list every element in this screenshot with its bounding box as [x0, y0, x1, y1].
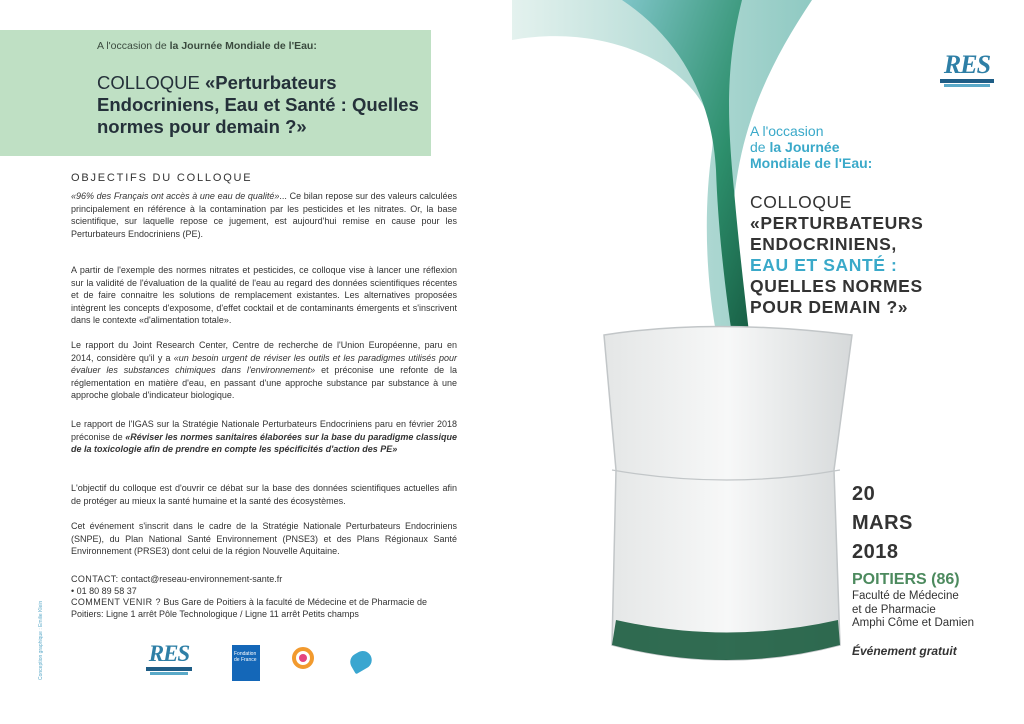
paragraph-3: Le rapport du Joint Research Center, Centre de recherche de l'Union Européenne, paru en 2014, considère qu'il y a «un besoin urgent de réviser les outils et les paradigmes utilisés pour évaluer les substances chimiques dans l'environnement» et préconise une refonte de la réglementation en matière d'eau, en passant d'une approche substance par substance à une approche globale d'indicateur biologique. — [71, 340, 457, 400]
design-credit: Conception graphique : Emilie Klein — [38, 600, 44, 680]
paragraph-2: A partir de l'exemple des normes nitrates et pesticides, ce colloque vise à lancer une réflexion sur la validité de l'évaluation de la qualité de l'eau au regard des données scientifiques récentes et de faire connaitre les solutions de remplacement existantes. Les alternatives proposées intègrent les concepts d'exposome, d'effet cocktail et de contaminants émergents et s'inscrivent dans le contexte «d'alimentation totale». — [71, 265, 457, 325]
how-label: COMMENT VENIR ? — [71, 597, 161, 607]
colloque-title-right: COLLOQUE «PERTURBATEURS ENDOCRINIENS, EAU ET SANTÉ : QUELLES NORMES POUR DEMAIN ?» — [750, 192, 924, 317]
paragraph-6: Cet événement s'inscrit dans le cadre de la Stratégie Nationale Perturbateurs Endocriniens (SNPE), du Plan National Santé Environnement (PNSE3) et des Plans Régionaux Santé Environnement (PRSE3) dont celui de la région Nouvelle Aquitaine. — [71, 521, 457, 556]
glass — [604, 327, 852, 661]
event-city: POITIERS (86) — [852, 571, 960, 588]
paragraph-4: Le rapport de l'IGAS sur la Stratégie Nationale Perturbateurs Endocriniens paru en février 2018 préconise de «Réviser les normes sanitaires élaborées sur la base du paradigme classique de la toxicologie afin de prendre en compte les spécificités d'action des PE» — [71, 419, 457, 454]
res-logo-small: RES — [140, 642, 198, 680]
contact-phone: • 01 80 89 58 37 — [71, 585, 137, 596]
right-page — [512, 0, 1024, 724]
paragraph-5: L'objectif du colloque est d'ouvrir ce débat sur la base des données scientifiques actuelles afin de protéger au mieux la santé humaine et la santé des écosystèmes. — [71, 483, 457, 506]
how-text: Bus Gare de Poitiers à la faculté de Médecine et de Pharmacie de Poitiers: Ligne 1 arrêt Pôle Technologique / Ligne 11 arrêt Petits champs — [71, 597, 428, 619]
paragraph-1: «96% des Français ont accès à une eau de qualité»... Ce bilan repose sur des valeurs calculées principalement en référence à la contamination par les pesticides et les nitrates. Or, la base scientifique, sur laquelle repose ce jugement, est aujourd'hui remise en cause pour les Perturbateurs Endocriniens (PE). — [71, 191, 458, 239]
contact-label: CONTACT: — [71, 574, 119, 584]
water-partner-logo — [336, 652, 386, 686]
contact-block — [71, 574, 461, 620]
contact-email[interactable]: contact@reseau-environnement-sante.fr — [121, 574, 283, 584]
objectives-heading: OBJECTIFS DU COLLOQUE — [71, 172, 253, 184]
event-venue: Faculté de Médecine et de Pharmacie Amphi Côme et Damien — [852, 590, 975, 629]
fondation-de-france-logo: Fondation de France — [232, 645, 260, 681]
occasion-right: A l'occasion de la Journée Mondiale de l'Eau: — [750, 123, 873, 171]
res-logo: RES — [936, 52, 998, 92]
free-event-label: Événement gratuit — [852, 644, 957, 658]
occasion-line: A l'occasion de la Journée Mondiale de l'Eau: — [97, 40, 317, 52]
partner-logo-orange — [287, 647, 319, 685]
colloque-title: COLLOQUE «Perturbateurs Endocriniens, Eau et Santé : Quelles normes pour demain ?» — [97, 72, 419, 137]
event-date: 20 MARS 2018 — [852, 483, 913, 563]
